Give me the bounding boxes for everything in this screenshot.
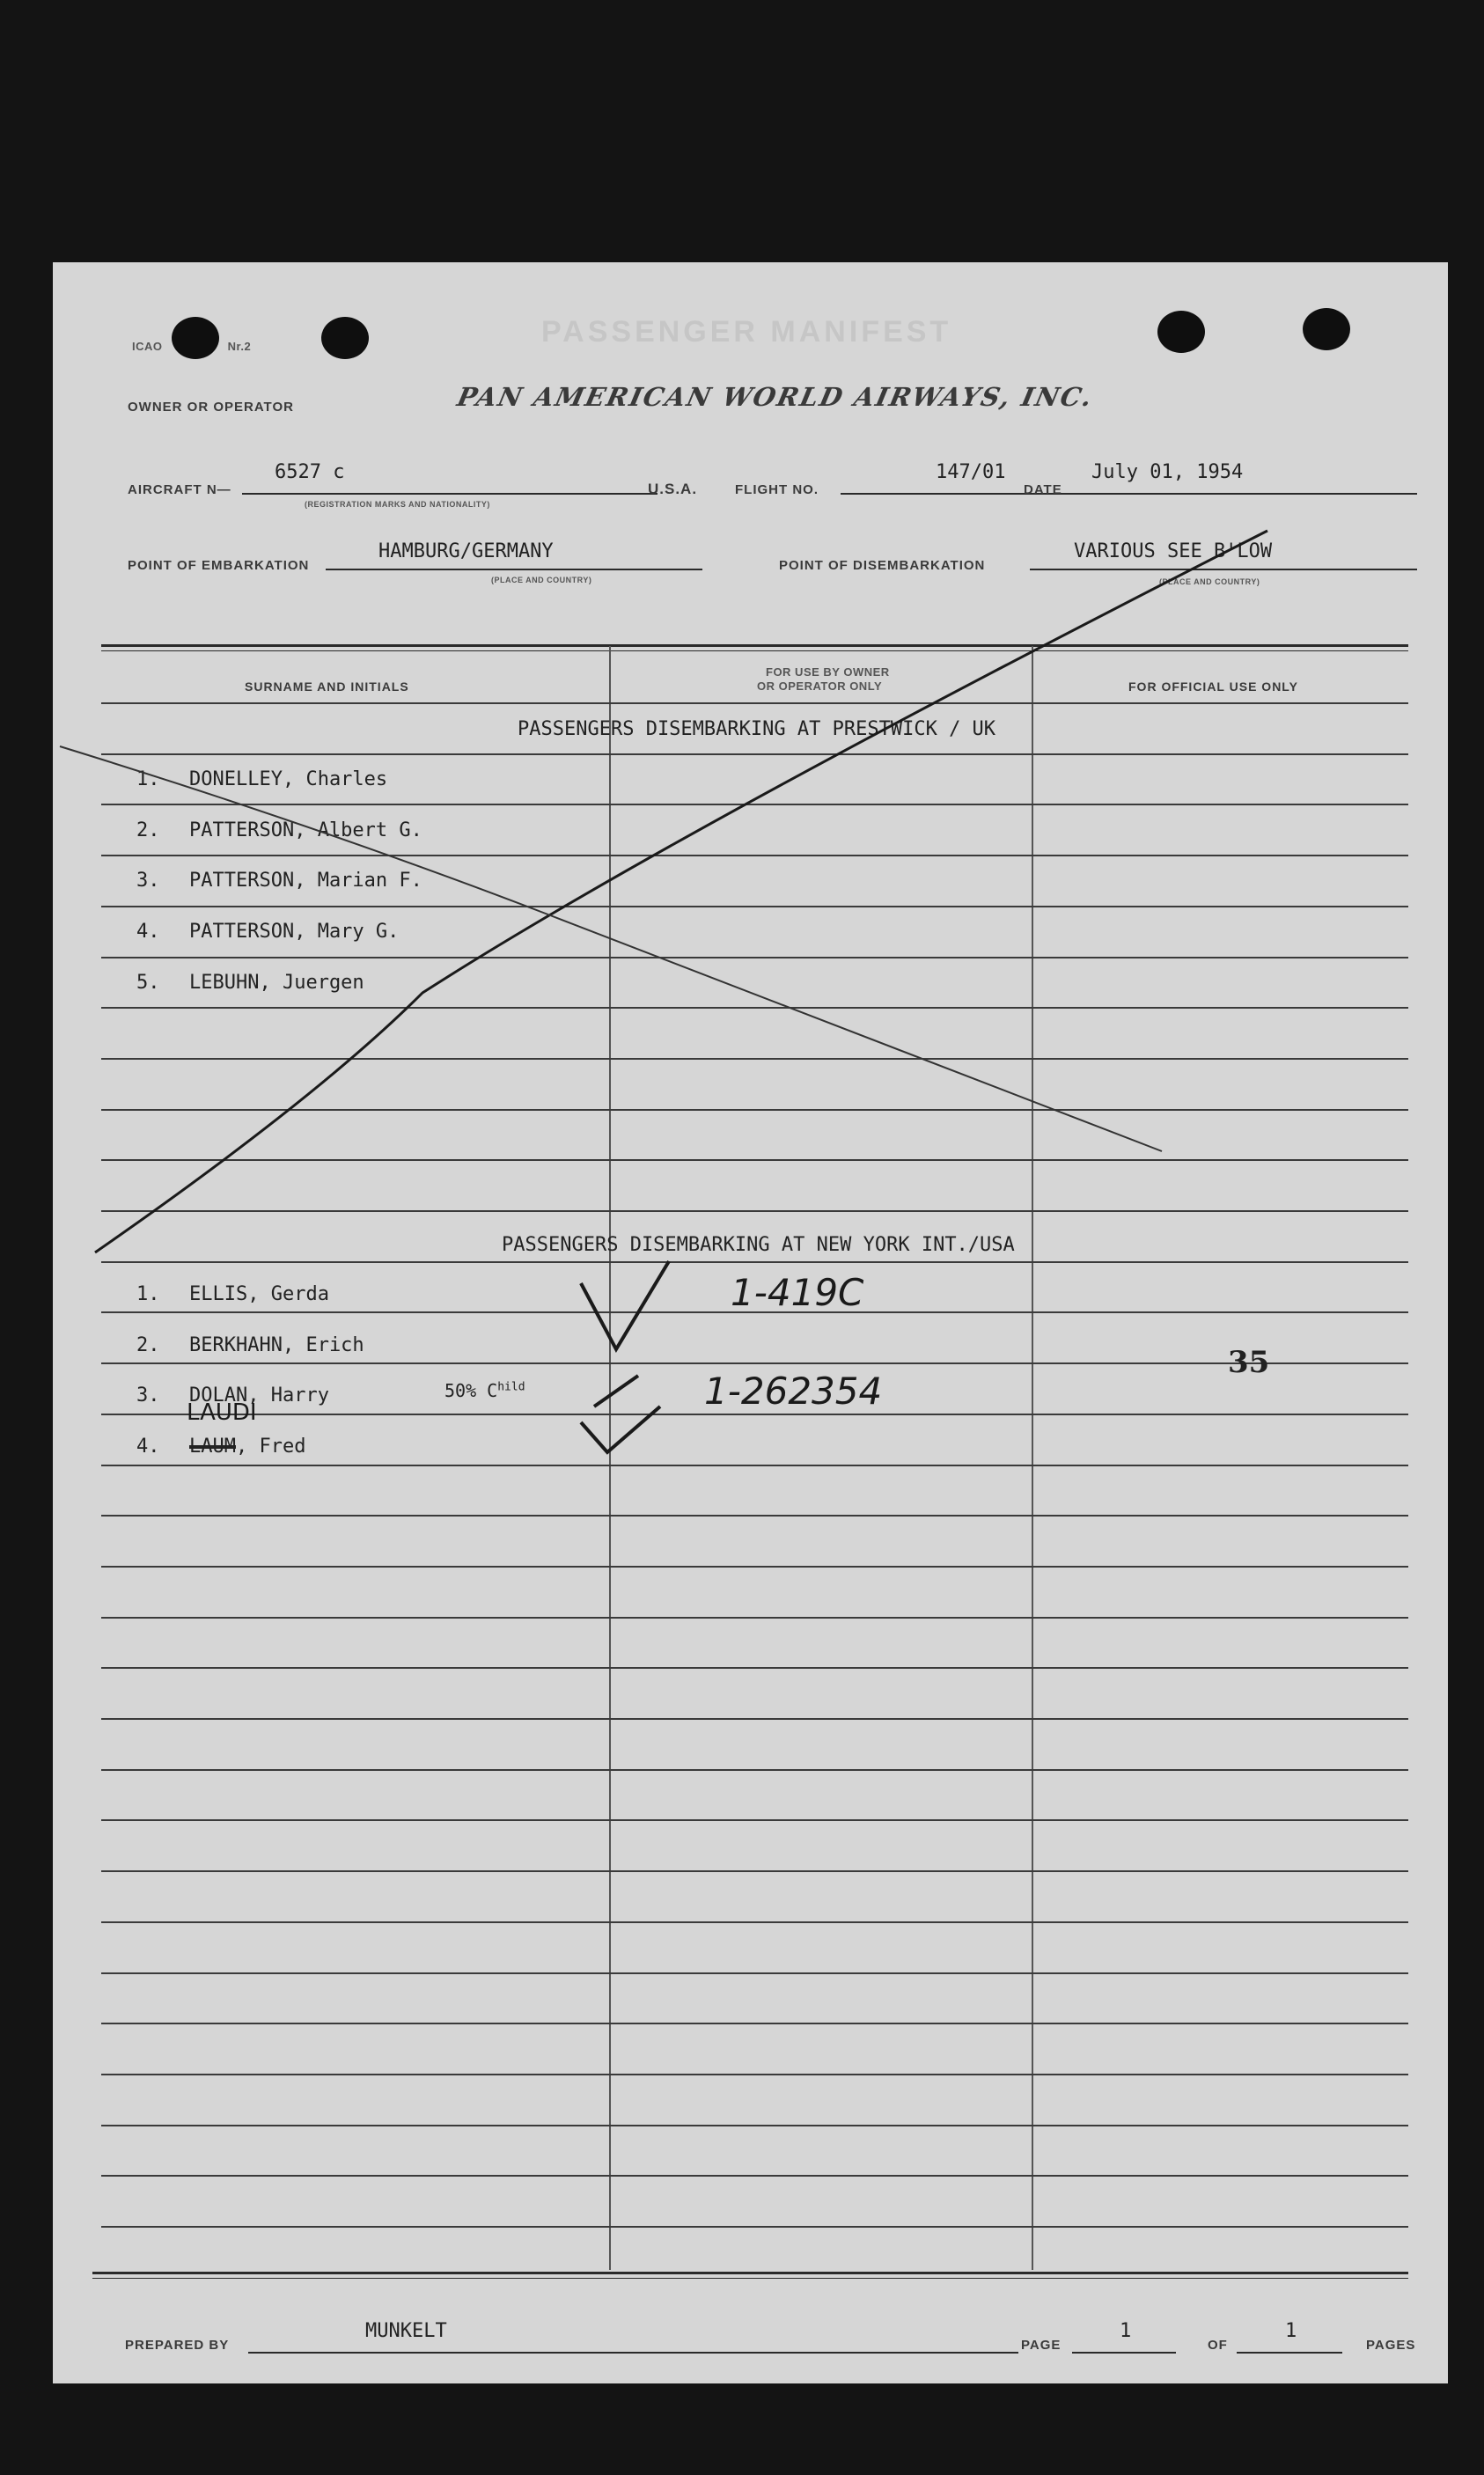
struck-surname: LAUM: [189, 1436, 236, 1458]
ruled-line: [101, 1515, 1408, 1517]
passenger-row: [136, 819, 422, 841]
ruled-line: [101, 2125, 1408, 2126]
ruled-line: [101, 1718, 1408, 1720]
ruled-line: [101, 2175, 1408, 2177]
column-divider-1: [609, 646, 611, 2270]
table-top-rule: [101, 644, 1408, 647]
ruled-line: [101, 1769, 1408, 1771]
passenger-name: DOLAN, Harry: [189, 1384, 329, 1407]
ruled-line: [101, 1617, 1408, 1619]
ruled-line: [101, 2074, 1408, 2075]
punch-hole: [321, 317, 369, 359]
ruled-line: [101, 1210, 1408, 1212]
page-number: 1: [1120, 2320, 1132, 2342]
ruled-line: [101, 2226, 1408, 2228]
ruled-line: [101, 957, 1408, 958]
passenger-name: PATTERSON, Mary G.: [189, 921, 400, 944]
ruled-line: [101, 1007, 1408, 1009]
passenger-name: LEBUHN, Juergen: [189, 971, 364, 994]
embarkation-label: POINT OF EMBARKATION: [128, 558, 310, 573]
passenger-number: 4.: [136, 921, 160, 944]
passenger-name: DONELLEY, Charles: [189, 768, 388, 790]
passenger-name: BERKHAHN, Erich: [189, 1333, 364, 1356]
disembarkation-underline: [1030, 569, 1417, 570]
passenger-number: 3.: [136, 1384, 160, 1407]
pages-label: PAGES: [1366, 2338, 1416, 2353]
column-divider-2: [1032, 646, 1033, 2270]
strike-line-2: [60, 746, 1162, 1151]
ruled-line: [101, 702, 1408, 704]
passenger-number: 5.: [136, 971, 160, 994]
flight-label: FLIGHT NO.: [735, 482, 819, 497]
aircraft-number: 6527 c: [275, 461, 345, 483]
passenger-row: [136, 921, 399, 943]
ruled-line: [101, 1414, 1408, 1415]
passenger-number: 3.: [136, 870, 160, 892]
ruled-line: [101, 1362, 1408, 1364]
flight-date: July 01, 1954: [1091, 461, 1244, 483]
page-underline: [1072, 2352, 1176, 2354]
group-heading-newyork: PASSENGERS DISEMBARKING AT NEW YORK INT./USA: [502, 1234, 1015, 1256]
official-number: 35: [1228, 1345, 1270, 1380]
passenger-name: PATTERSON, Marian F.: [189, 870, 422, 892]
aircraft-underline: [242, 493, 658, 495]
disembarkation-label: POINT OF DISEMBARKATION: [779, 558, 986, 573]
ruled-line: [101, 1566, 1408, 1568]
passenger-number: 2.: [136, 819, 160, 841]
passenger-row: [136, 768, 387, 790]
ruled-line: [101, 1159, 1408, 1161]
of-label: OF: [1208, 2338, 1228, 2353]
passenger-row: [136, 1283, 329, 1305]
table-bottom-rule-2: [92, 2278, 1408, 2279]
form-title: PASSENGER MANIFEST: [541, 315, 952, 349]
embarkation-underline: [326, 569, 702, 570]
prepared-underline: [248, 2352, 1018, 2354]
group-heading-prestwick: PASSENGERS DISEMBARKING AT PRESTWICK / UK: [518, 718, 996, 740]
embarkation-caption: (PLACE AND COUNTRY): [491, 576, 592, 584]
ruled-line: [101, 1972, 1408, 1974]
date-label: DATE: [1024, 482, 1062, 497]
aircraft-label: AIRCRAFT N—: [128, 482, 231, 497]
passenger-row: [136, 1334, 364, 1356]
passenger-number: 2.: [136, 1333, 160, 1356]
ruled-line: [101, 1465, 1408, 1466]
check-mark-2: [594, 1376, 638, 1406]
embarkation-place: HAMBURG/GERMANY: [378, 540, 554, 562]
prepared-by: MUNKELT: [365, 2320, 447, 2342]
fifty-percent-note: 50% $C^{hild}$: [444, 1380, 525, 1401]
ruled-line: [101, 804, 1408, 805]
col-owner-line2: OR OPERATOR ONLY: [757, 679, 883, 693]
struck-comma: ,: [235, 1436, 260, 1458]
col-official: FOR OFFICIAL USE ONLY: [1128, 679, 1298, 694]
of-underline: [1237, 2352, 1342, 2354]
flight-number: 147/01: [936, 461, 1006, 483]
ruled-line: [101, 2023, 1408, 2024]
passenger-row: [136, 870, 422, 892]
icao-code: ICAO Nr.2: [132, 340, 252, 353]
ruled-line: [101, 1058, 1408, 1060]
table-bottom-rule: [92, 2272, 1408, 2274]
prepared-label: PREPARED BY: [125, 2338, 230, 2353]
passenger-name: ELLIS, Gerda: [189, 1283, 329, 1305]
punch-hole: [1157, 311, 1205, 353]
date-underline: [1074, 493, 1417, 495]
owner-label: OWNER OR OPERATOR: [128, 400, 294, 415]
passenger-row: [136, 972, 364, 994]
ruled-line: [101, 906, 1408, 907]
airline-name: PAN AMERICAN WORLD AIRWAYS, INC.: [454, 382, 1097, 412]
punch-hole: [1303, 308, 1350, 350]
name-correction: LAUDI: [187, 1399, 257, 1426]
owner-mark-1: 1-419C: [731, 1271, 864, 1314]
table-top-rule-2: [101, 650, 1408, 651]
ruled-line: [101, 855, 1408, 856]
check-mark-1: [581, 1261, 669, 1349]
ruled-line: [101, 1819, 1408, 1821]
passenger-row: [136, 1436, 305, 1458]
ruled-line: [101, 1261, 1408, 1263]
passenger-name: PATTERSON, Albert G.: [189, 819, 422, 841]
passenger-number: 1.: [136, 1283, 160, 1305]
passenger-number: 1.: [136, 768, 160, 790]
ruled-line: [101, 1870, 1408, 1872]
col-owner-line1: FOR USE BY OWNER: [766, 665, 890, 679]
ruled-line: [101, 1667, 1408, 1669]
col-surname: SURNAME AND INITIALS: [245, 679, 409, 694]
usa-label: U.S.A.: [648, 481, 698, 497]
passenger-name: Fred: [259, 1436, 306, 1458]
page-label: PAGE: [1021, 2338, 1062, 2353]
ruled-line: [101, 753, 1408, 755]
ruled-line: [101, 1109, 1408, 1111]
of-number: 1: [1285, 2320, 1297, 2342]
disembarkation-caption: (PLACE AND COUNTRY): [1159, 577, 1260, 586]
disembarkation-place: VARIOUS SEE B'LOW: [1074, 540, 1273, 562]
passenger-number: 4.: [136, 1436, 160, 1458]
aircraft-caption: (REGISTRATION MARKS AND NATIONALITY): [305, 500, 490, 509]
ruled-line: [101, 1921, 1408, 1923]
manifest-sheet: [53, 262, 1448, 2383]
owner-mark-3: 1-262354: [704, 1370, 883, 1413]
